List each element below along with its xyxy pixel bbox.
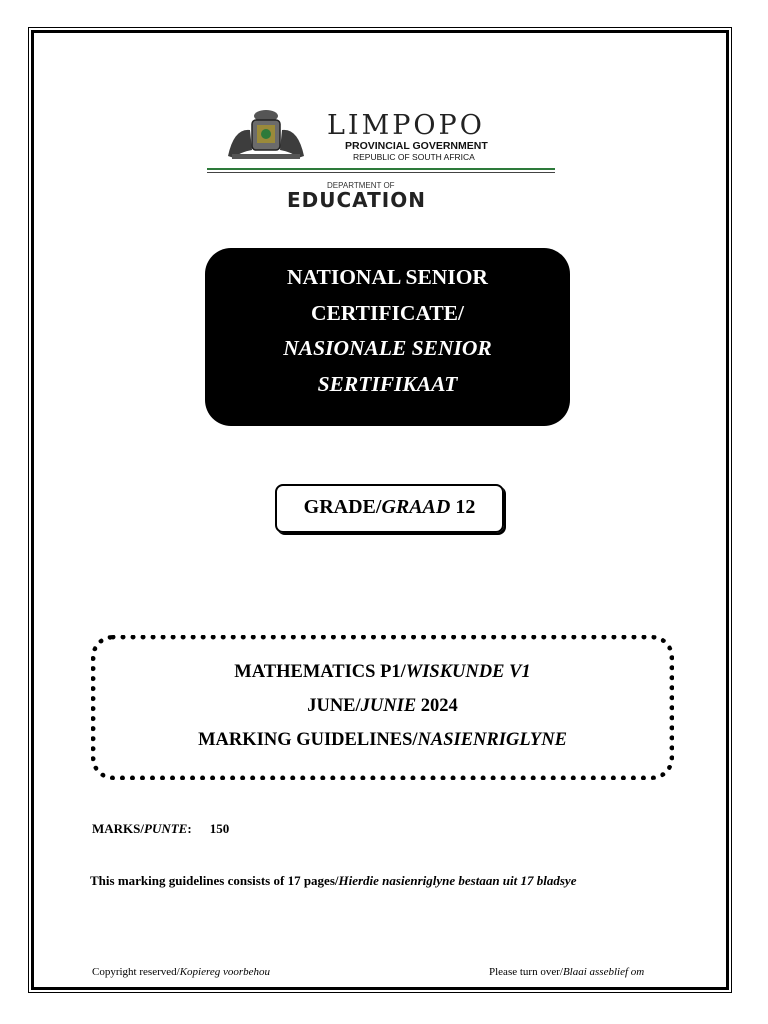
province-name: LIMPOPO (327, 110, 485, 141)
copyright-text: Copyright reserved/ (92, 966, 180, 978)
marks-line: MARKS/PUNTE: 150 (92, 821, 230, 836)
document-type-afrikaans: NASIENRIGLYNE (417, 730, 567, 750)
logo-divider (207, 168, 555, 170)
turn-over-text-afrikaans: Blaai asseblief om (562, 966, 645, 978)
grade-value: 12 (455, 496, 476, 518)
certificate-title-box (205, 248, 570, 426)
page-count-note (90, 873, 576, 889)
grade-box (275, 484, 504, 533)
subject-label-afrikaans: WISKUNDE V1 (405, 662, 531, 682)
document-type-line (96, 730, 669, 751)
month-label-afrikaans: JUNIE (360, 696, 417, 716)
turn-over-text: Please turn over/ (489, 966, 563, 978)
paper-info-box (91, 635, 674, 780)
certificate-line-2: CERTIFICATE/ (311, 300, 464, 325)
exam-year: 2024 (420, 696, 458, 716)
country-label: REPUBLIC OF SOUTH AFRICA (353, 152, 475, 162)
certificate-line-4: SERTIFIKAAT (317, 371, 458, 396)
grade-label: GRADE/ (303, 496, 382, 518)
subject-label: MATHEMATICS P1/ (234, 662, 406, 682)
department-prefix: DEPARTMENT OF (327, 181, 395, 190)
grade-label-afrikaans: GRAAD (381, 496, 451, 518)
copyright-footer (92, 966, 270, 978)
department-name: EDUCATION (287, 188, 426, 212)
copyright-text-afrikaans: Kopiereg voorbehou (179, 966, 271, 978)
logo-divider-thin (207, 172, 555, 173)
certificate-line-1: NATIONAL SENIOR (287, 265, 488, 289)
coat-of-arms-icon (220, 106, 312, 162)
exam-date-line (96, 696, 669, 717)
government-label: PROVINCIAL GOVERNMENT (345, 140, 488, 152)
page-count-text-afrikaans: Hierdie nasienriglyne bestaan uit 17 bladsye (338, 873, 577, 888)
document-type: MARKING GUIDELINES/ (198, 730, 418, 750)
marks-value: 150 (209, 821, 230, 836)
marks-label: MARKS/ (92, 821, 144, 836)
page-count-text: This marking guidelines consists of 17 pages/ (90, 873, 339, 888)
certificate-line-3: NASIONALE SENIOR (283, 336, 492, 360)
turn-over-footer (489, 966, 644, 978)
marks-label-afrikaans: PUNTE (144, 821, 188, 836)
subject-line (96, 662, 669, 683)
month-label: JUNE/ (307, 696, 361, 716)
department-logo (205, 88, 557, 214)
